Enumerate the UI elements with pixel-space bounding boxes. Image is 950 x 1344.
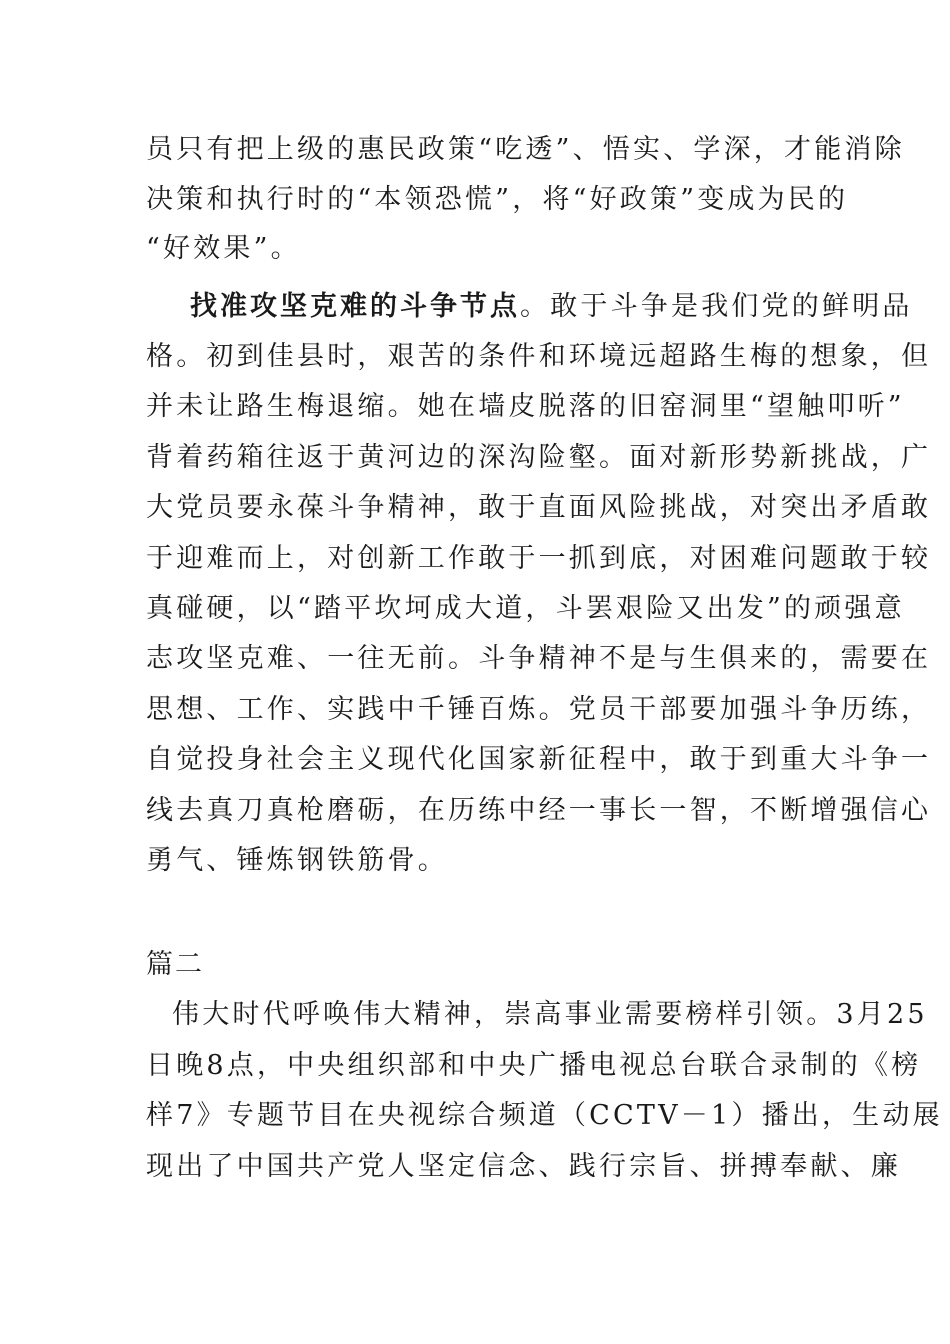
paragraph2-line-11: 线去真刀真枪磨砺，在历练中经一事长一智，不断增强信心	[146, 795, 932, 826]
paragraph2-first-line-rest: 。敢于斗争是我们党的鲜明品	[520, 291, 913, 322]
paragraph3-line-3: 样7》专题节目在央视综合频道（CCTV－1）播出，生动展	[146, 1100, 943, 1131]
paragraph2-line-12: 勇气、锤炼钢铁筋骨。	[146, 845, 448, 876]
paragraph2-line-10: 自觉投身社会主义现代化国家新征程中，敢于到重大斗争一	[146, 744, 932, 775]
paragraph2-line-3: 并未让路生梅退缩。她在墙皮脱落的旧窑洞里“望触叩听”	[146, 391, 905, 422]
paragraph2-line-8: 志攻坚克难、一往无前。斗争精神不是与生俱来的，需要在	[146, 643, 932, 674]
paragraph2-line-7: 真碰硬，以“踏平坎坷成大道，斗罢艰险又出发”的顽强意	[146, 593, 905, 624]
paragraph1-line-1: 员只有把上级的惠民政策“吃透”、悟实、学深，才能消除	[146, 134, 905, 165]
paragraph2-bold-lead: 找准攻坚克难的斗争节点	[190, 291, 520, 322]
paragraph1-line-3: “好效果”。	[146, 233, 301, 264]
paragraph3-line-4: 现出了中国共产党人坚定信念、践行宗旨、拼搏奉献、廉	[146, 1151, 901, 1182]
paragraph2-line-6: 于迎难而上，对创新工作敢于一抓到底，对困难问题敢于较	[146, 543, 932, 574]
paragraph3-line-1: 伟大时代呼唤伟大精神，崇高事业需要榜样引领。3月25	[172, 999, 928, 1030]
paragraph2-line-5: 大党员要永葆斗争精神，敢于直面风险挑战，对突出矛盾敢	[146, 492, 932, 523]
paragraph1-line-2: 决策和执行时的“本领恐慌”，将“好政策”变成为民的	[146, 184, 849, 215]
paragraph2-line-4: 背着药箱往返于黄河边的深沟险壑。面对新形势新挑战，广	[146, 442, 932, 473]
paragraph2-line-1	[190, 289, 913, 325]
section-heading: 篇二	[146, 949, 204, 980]
paragraph3-line-2: 日晚8点，中央组织部和中央广播电视总台联合录制的《榜	[146, 1050, 922, 1081]
paragraph2-line-2: 格。初到佳县时，艰苦的条件和环境远超路生梅的想象，但	[146, 341, 932, 372]
paragraph2-line-9: 思想、工作、实践中千锤百炼。党员干部要加强斗争历练，	[146, 694, 932, 725]
